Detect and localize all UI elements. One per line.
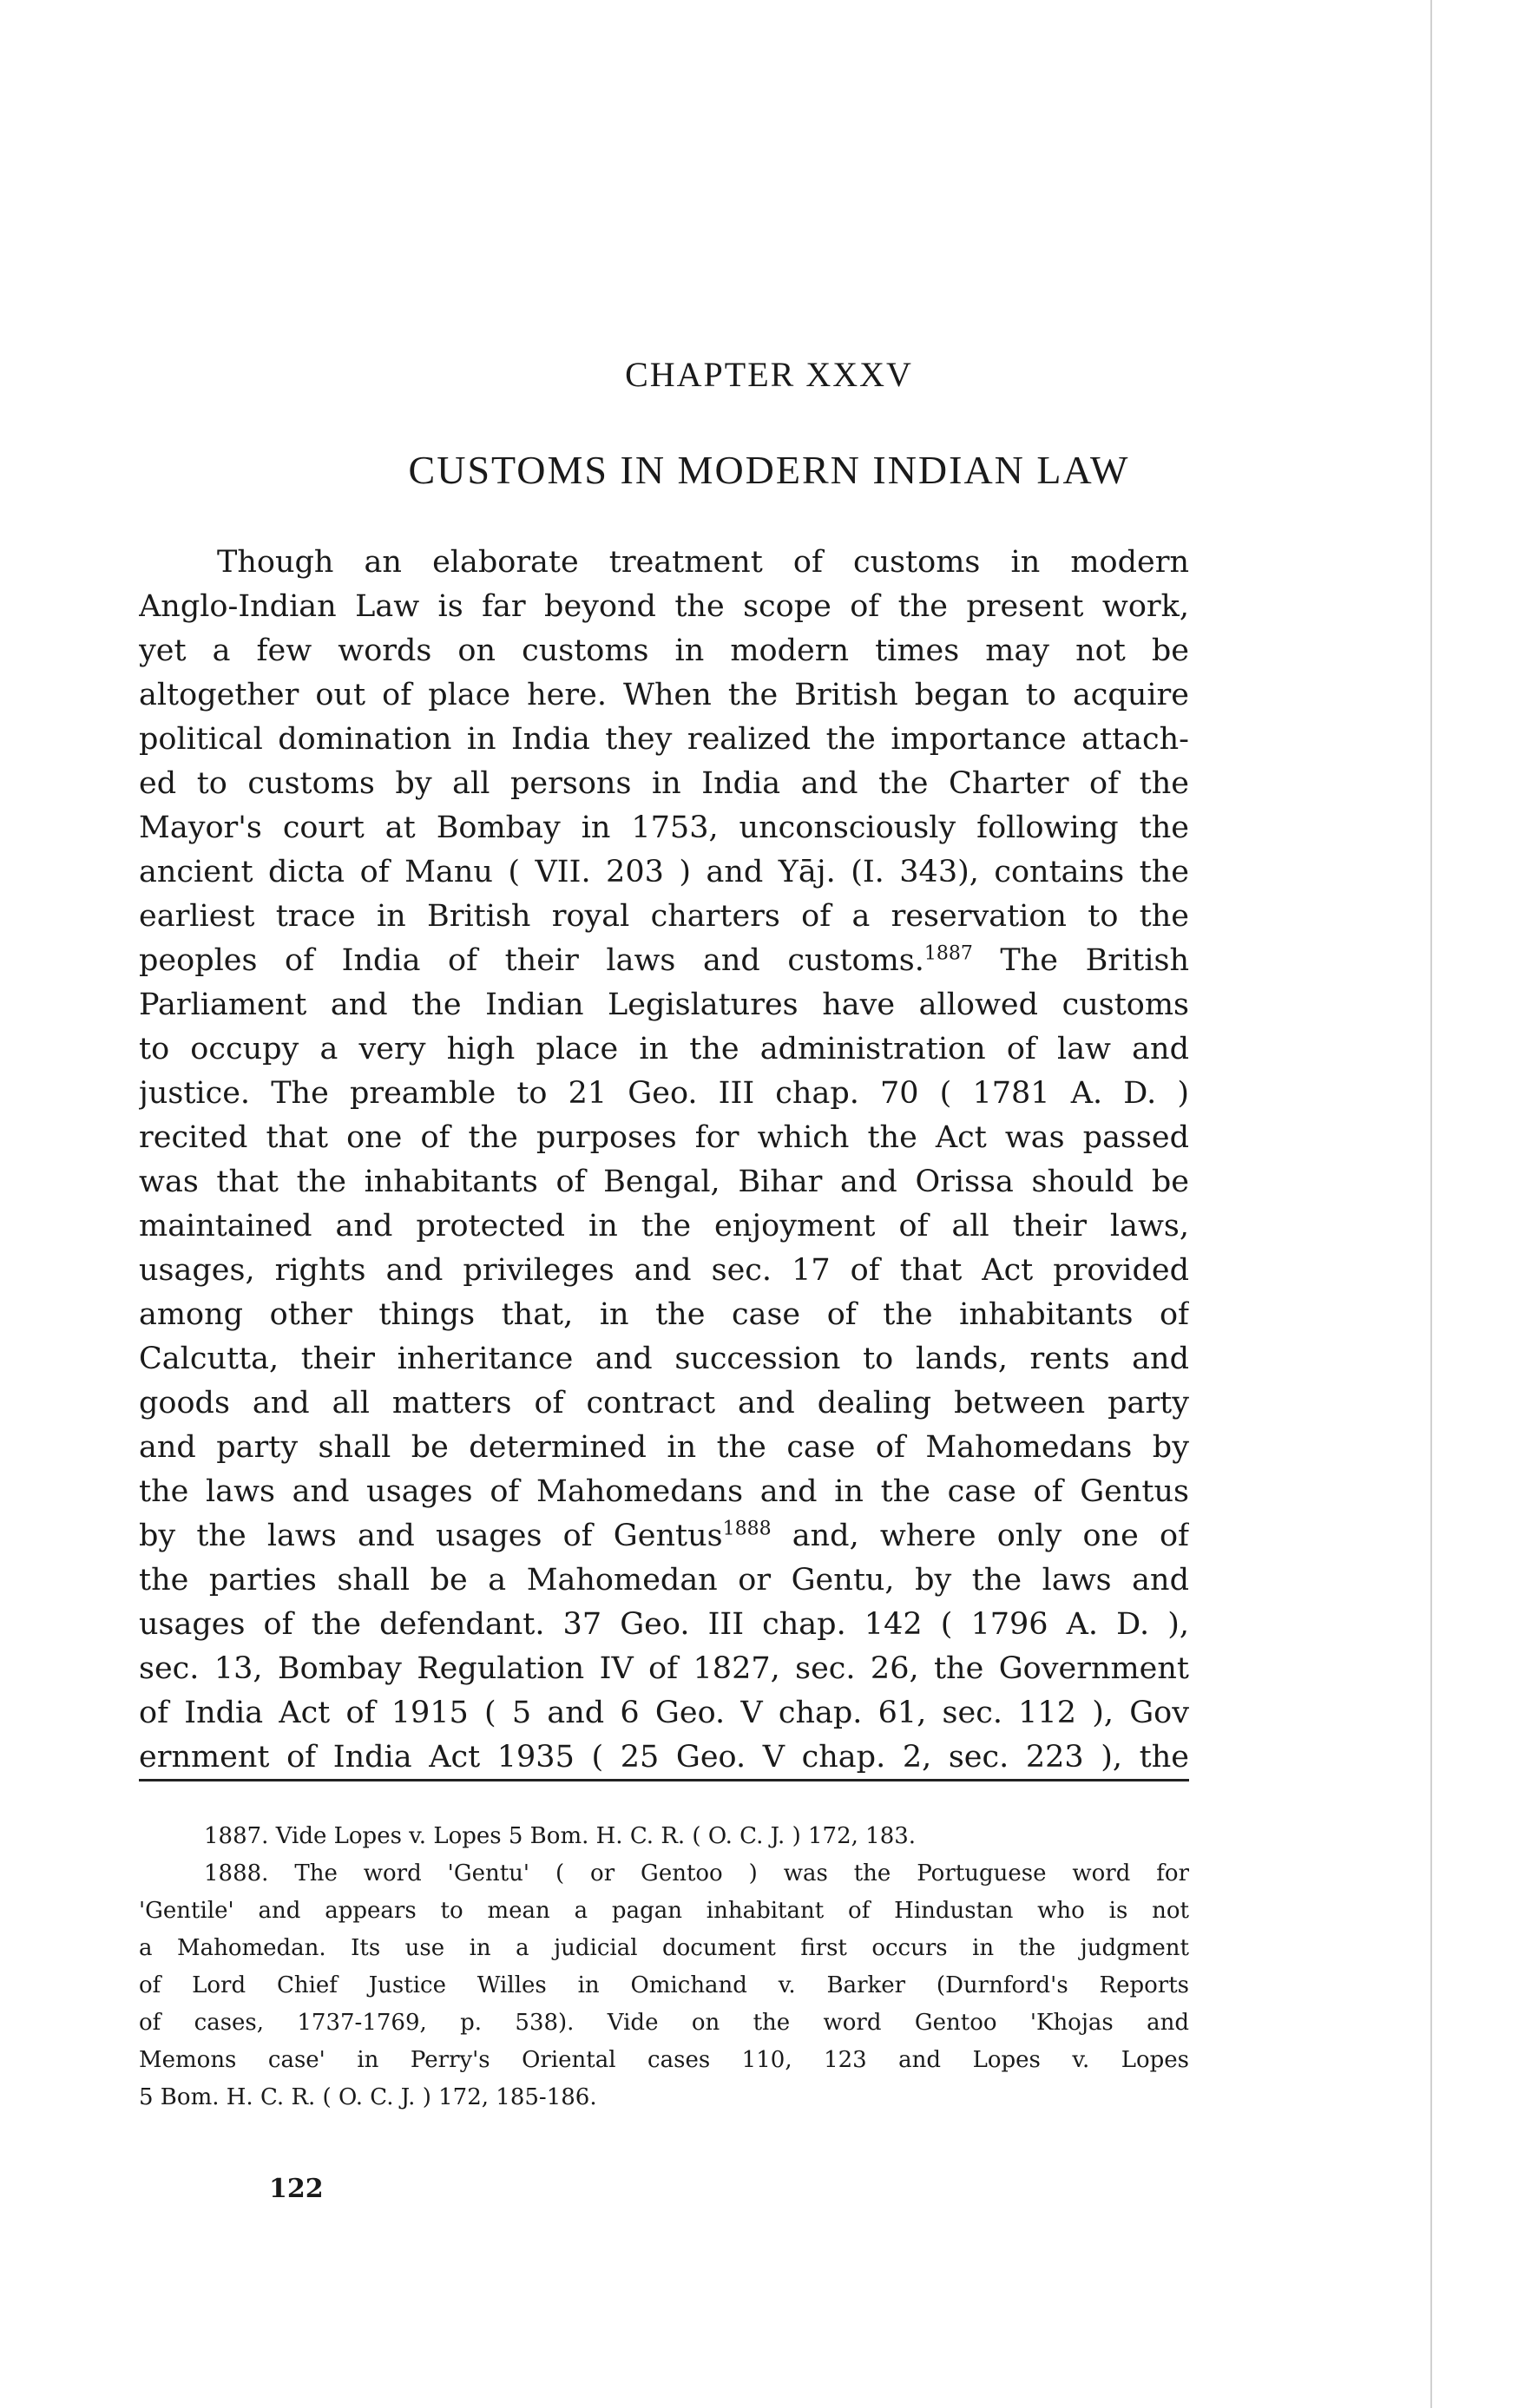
body-line: recited that one of the purposes for which the Act was passed [139, 1120, 1189, 1155]
body-line: was that the inhabitants of Bengal, Bihar and Orissa should be [139, 1165, 1189, 1199]
footnotes [139, 1818, 1189, 2116]
footnote-divider [139, 1779, 1189, 1781]
chapter-label: CHAPTER XXXV [625, 355, 913, 394]
footnote-ref-1888[interactable]: 1888 [722, 1518, 772, 1540]
body-line: justice. The preamble to 21 Geo. III chap. 70 ( 1781 A. D. ) [139, 1076, 1189, 1111]
footnote-1888-line: 1888. The word 'Gentu' ( or Gentoo ) was the Portuguese word for [204, 1860, 1189, 1886]
footnote-1888-line: of cases, 1737-1769, p. 538). Vide on the word Gentoo 'Khojas and [139, 2010, 1189, 2036]
body-line: usages of the defendant. 37 Geo. III chap. 142 ( 1796 A. D. ), [139, 1607, 1189, 1642]
body-line: Calcutta, their inheritance and succession to lands, rents and [139, 1342, 1189, 1376]
body-line: ed to customs by all persons in India and the Charter of the [139, 766, 1189, 801]
footnote-1888-line: Memons case' in Perry's Oriental cases 110, 123 and Lopes v. Lopes [139, 2047, 1189, 2073]
body-line-with-footnote-1887 [139, 939, 1189, 983]
body-line: ernment of India Act 1935 ( 25 Geo. V chap. 2, sec. 223 ), the [139, 1740, 1189, 1775]
body-text [139, 541, 1189, 1780]
body-line: usages, rights and privileges and sec. 17 of that Act provided [139, 1253, 1189, 1288]
body-line: altogether out of place here. When the British began to acquire [139, 678, 1189, 712]
body-line: political domination in India they realized the importance attach- [139, 722, 1189, 757]
body-line: ancient dicta of Manu ( VII. 203 ) and Yāj. (I. 343), contains the [139, 855, 1189, 889]
body-line: to occupy a very high place in the administration of law and [139, 1032, 1189, 1066]
body-line: among other things that, in the case of the inhabitants of [139, 1297, 1189, 1332]
body-line: Mayor's court at Bombay in 1753, unconsciously following the [139, 810, 1189, 845]
body-line: maintained and protected in the enjoyment of all their laws, [139, 1209, 1189, 1243]
body-line: earliest trace in British royal charters of a reservation to the [139, 899, 1189, 934]
body-line: Anglo-Indian Law is far beyond the scope of the present work, [139, 589, 1189, 624]
body-line: sec. 13, Bombay Regulation IV of 1827, sec. 26, the Government [139, 1651, 1189, 1686]
footnote-1887: 1887. Vide Lopes v. Lopes 5 Bom. H. C. R. ( O. C. J. ) 172, 183. [204, 1823, 917, 1849]
footnote-1888-line: a Mahomedan. Its use in a judicial document first occurs in the judgment [139, 1935, 1189, 1961]
chapter-title: CUSTOMS IN MODERN INDIAN LAW [408, 448, 1130, 492]
body-line: goods and all matters of contract and dealing between party [139, 1386, 1189, 1421]
body-line: yet a few words on customs in modern times may not be [139, 633, 1189, 668]
footnote-1888-line: of Lord Chief Justice Willes in Omichand v. Barker (Durnford's Reports [139, 1972, 1189, 1998]
footnote-ref-1887[interactable]: 1887 [923, 942, 973, 965]
page-number: 122 [269, 2174, 324, 2204]
body-line: the parties shall be a Mahomedan or Gentu, by the laws and [139, 1563, 1189, 1598]
footnote-1888-line: 5 Bom. H. C. R. ( O. C. J. ) 172, 185-186. [139, 2084, 597, 2110]
body-line: of India Act of 1915 ( 5 and 6 Geo. V chap. 61, sec. 112 ), Gov [139, 1696, 1189, 1730]
body-line: Though an elaborate treatment of customs in modern [217, 545, 1189, 580]
footnote-1888-line: 'Gentile' and appears to mean a pagan inhabitant of Hindustan who is not [139, 1898, 1189, 1924]
body-line: the laws and usages of Mahomedans and in the case of Gentus [139, 1474, 1189, 1509]
body-line-text: peoples of India of their laws and customs. [139, 943, 924, 978]
body-line: Parliament and the Indian Legislatures have allowed customs [139, 987, 1189, 1022]
body-line-tail: and, where only one of [771, 1519, 1189, 1553]
body-line-with-footnote-1888 [139, 1514, 1189, 1558]
body-line-tail: The British [972, 943, 1189, 978]
body-line-text: by the laws and usages of Gentus [139, 1519, 723, 1553]
body-line: and party shall be determined in the case of Mahomedans by [139, 1430, 1189, 1465]
